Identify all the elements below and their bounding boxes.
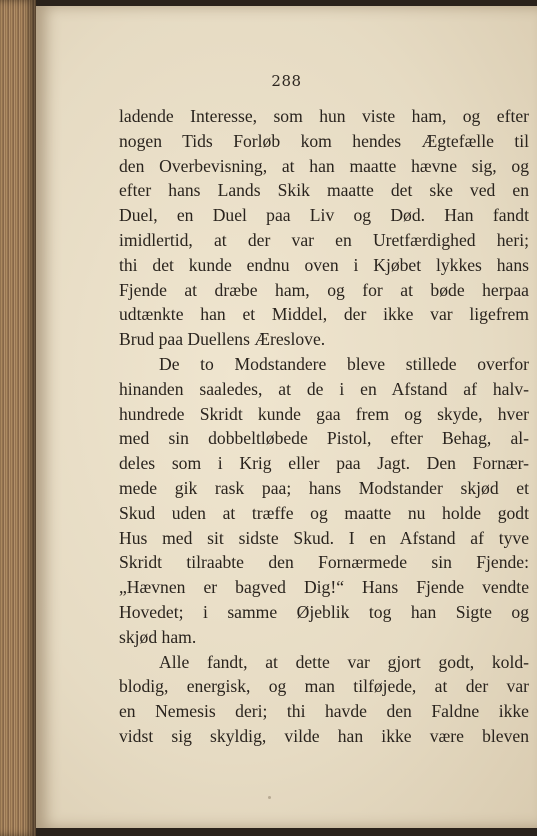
book-page-edges [0,0,36,836]
text-line: Fjende at dræbe ham, og for at bøde herpaa [119,279,529,300]
text-line: Skud uden at træffe og maatte nu holde godt [119,502,529,523]
text-line: en Nemesis deri; thi havde den Faldne ikke [119,701,529,722]
text-line: Duel, en Duel paa Liv og Død. Han fandt [119,205,529,226]
text-line: skjød ham. [119,626,197,647]
text-line: den Overbevisning, at han maatte hævne sig, og [119,155,529,176]
text-line: Brud paa Duellens Æreslove. [119,329,326,350]
text-line: hinanden saaledes, at de i en Afstand af halv- [119,378,529,399]
text-line: hundrede Skridt kunde gaa frem og skyde, hver [119,403,529,424]
text-line: De to Modstandere bleve stillede overfor [159,353,529,374]
text-line: imidlertid, at der var en Uretfærdighed heri; [119,229,529,250]
text-line: Hovedet; i samme Øjeblik tog han Sigte og [119,601,529,622]
text-line: blodig, energisk, og man tilføjede, at der var [119,676,529,697]
text-line: med sin dobbeltløbede Pistol, efter Behag, al- [119,428,529,449]
text-line: „Hævnen er bagved Dig!“ Hans Fjende vendte [119,577,529,598]
text-line: mede gik rask paa; hans Modstander skjød et [119,477,529,498]
page-number: 288 [271,72,302,90]
text-line: nogen Tids Forløb kom hendes Ægtefælle til [119,130,529,151]
paper-speck [268,796,271,799]
text-line: efter hans Lands Skik maatte det ske ved en [119,180,529,201]
text-line: vidst sig skyldig, vilde han ikke være bleven [119,725,529,746]
text-line: Hus med sit sidste Skud. I en Afstand af tyve [119,527,529,548]
body-text [119,104,529,749]
text-line: Skridt tilraabte den Fornærmede sin Fjende: [119,552,529,573]
text-line: deles som i Krig eller paa Jagt. Den Fornær- [119,453,529,474]
text-line: thi det kunde endnu oven i Kjøbet lykkes hans [119,254,529,275]
book-page [36,6,537,828]
text-line: udtænkte han et Middel, der ikke var ligefrem [119,304,529,325]
text-line: Alle fandt, at dette var gjort godt, kold- [159,651,529,672]
text-line: ladende Interesse, som hun viste ham, og efter [119,106,529,126]
